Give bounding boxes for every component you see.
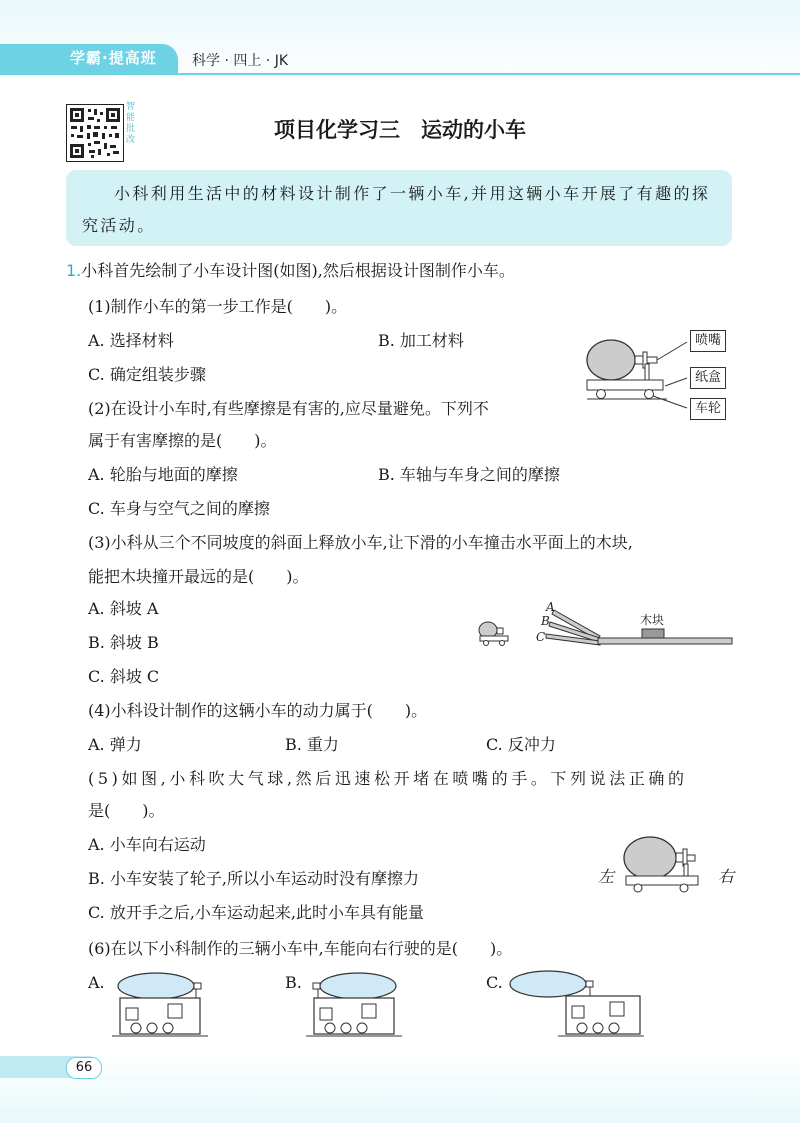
part-5-text-line1: (5)如图,小科吹大气球,然后迅速松开堵在喷嘴的手。下列说法正确的 [88,769,688,788]
part-6-option-c[interactable]: C. [486,973,503,992]
car-design-figure [583,334,693,414]
label-wheel: 车轮 [690,398,726,420]
part-5-option-a[interactable]: A. 小车向右运动 [88,835,206,854]
label-nozzle: 喷嘴 [690,330,726,352]
part-6-option-a[interactable]: A. [88,973,105,992]
part-3-option-c[interactable]: C. 斜坡 C [88,667,160,686]
slope-a-label: A [546,600,555,614]
part-2-option-c[interactable]: C. 车身与空气之间的摩擦 [88,499,270,518]
part-2-option-a[interactable]: A. 轮胎与地面的摩擦 [88,465,238,484]
part-3-text-line2: 能把木块撞开最远的是( )。 [88,567,309,586]
part-4-option-c[interactable]: C. 反冲力 [486,735,556,754]
part-3-option-a[interactable]: A. 斜坡 A [88,599,159,618]
part-6-option-b[interactable]: B. [285,973,302,992]
part-6-text: (6)在以下小科制作的三辆小车中,车能向右行驶的是( )。 [88,939,513,958]
qr-label: 智能批改 [126,102,136,145]
left-label: 左 [598,867,615,886]
part-1-text: (1)制作小车的第一步工作是( )。 [88,297,348,316]
slope-b-label: B [541,614,550,628]
right-label: 右 [718,867,735,886]
balloon-car-figure [620,834,710,894]
part-5-text-line2: 是( )。 [88,801,165,820]
footer-band [0,1050,800,1123]
page-number: 66 [66,1057,102,1079]
part-2-text-line2: 属于有害摩擦的是( )。 [88,431,277,450]
car-option-a-figure[interactable] [108,968,212,1048]
slope-figure [474,598,736,650]
part-3-text-line1: (3)小科从三个不同坡度的斜面上释放小车,让下滑的小车撞击水平面上的木块, [88,533,633,552]
subject-label: 科学 · 四上 · JK [192,53,289,69]
part-5-option-c[interactable]: C. 放开手之后,小车运动起来,此时小车具有能量 [88,903,425,922]
part-4-option-a[interactable]: A. 弹力 [88,735,142,754]
question-1 [66,260,515,282]
page-title: 项目化学习三 运动的小车 [274,118,526,142]
part-3-option-b[interactable]: B. 斜坡 B [88,633,159,652]
question-number: 1. [66,261,82,280]
part-1-option-a[interactable]: A. 选择材料 [88,331,174,350]
part-2-text-line1: (2)在设计小车时,有些摩擦是有害的,应尽量避免。下列不 [88,399,489,418]
brand-logo: 学霸·提高班 [70,49,157,67]
question-stem: 小科首先绘制了小车设计图(如图),然后根据设计图制作小车。 [81,261,515,280]
part-5-option-b[interactable]: B. 小车安装了轮子,所以小车运动时没有摩擦力 [88,869,420,888]
part-2-option-b[interactable]: B. 车轴与车身之间的摩擦 [378,465,560,484]
part-4-option-b[interactable]: B. 重力 [285,735,339,754]
slope-c-label: C [536,630,546,644]
part-1-option-b[interactable]: B. 加工材料 [378,331,464,350]
block-label: 木块 [640,613,665,627]
car-option-c-figure[interactable] [506,968,646,1048]
part-1-option-c[interactable]: C. 确定组装步骤 [88,365,206,384]
part-4-text: (4)小科设计制作的这辆小车的动力属于( )。 [88,701,428,720]
label-paper-box: 纸盒 [690,367,726,389]
header-divider [0,73,800,75]
car-option-b-figure[interactable] [302,968,406,1048]
intro-text: 小科利用生活中的材料设计制作了一辆小车,并用这辆小车开展了有趣的探究活动。 [82,184,711,235]
